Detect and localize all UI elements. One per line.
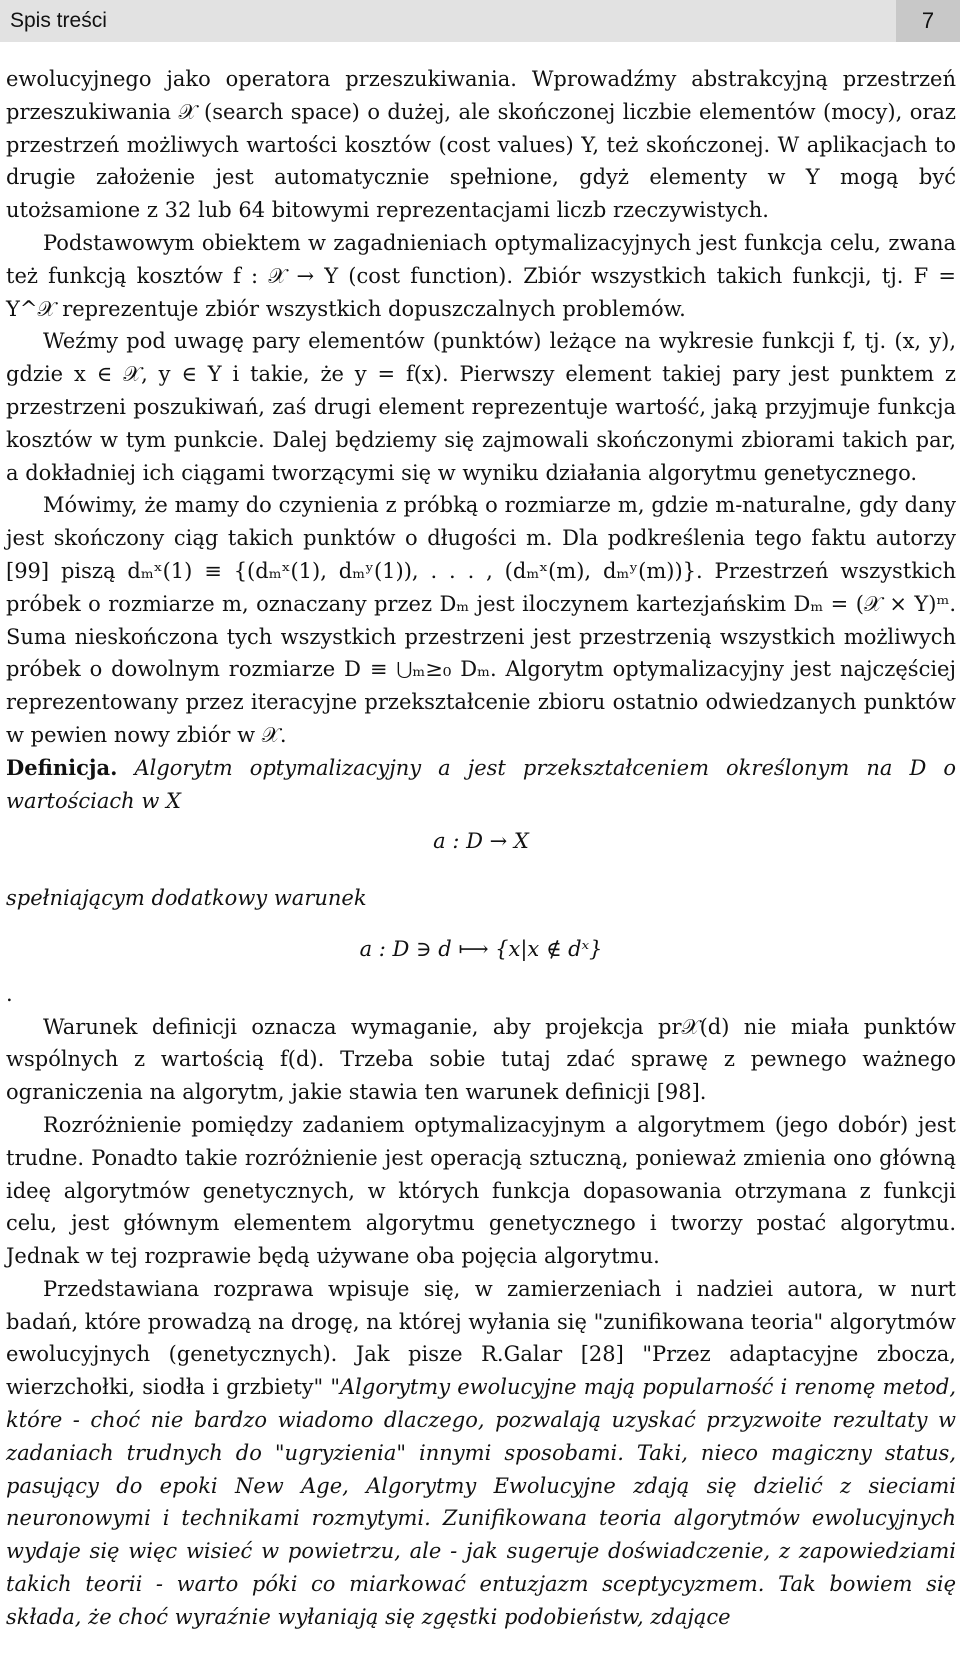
page-content — [6, 63, 956, 1634]
definition — [6, 752, 956, 818]
paragraph-5: Warunek definicji oznacza wymaganie, aby projekcja pr𝒳(d) nie miała punktów wspólnych z wartością f(d). Trzeba sobie tutaj zdać sprawę z pewnego ważnego ograniczenia na algorytm, jakie stawia ten warunek definicji [98]. — [6, 1014, 956, 1105]
paragraph-7-italic: "Algorytmy ewolucyjne mają popularność i renomę metod, które - choć nie bardzo wiadomo dlaczego, pozwalają uzyskać przyzwoite rezultaty w zadaniach trudnych do "ugryzienia" innymi sposobami. Taki, nieco magiczny status, pasujący do epoki New Age, Algorytmy Ewolucyjne zdają się dzielić z sieciami neuronowymi i technikami rozmytymi. Zunifikowana teoria algorytmów ewolucyjnych wydaje się więc wisieć w powietrzu, ale - jak sugeruje doświadczenie, z zapowiedziami takich teorii - warto póki co miarkować entuzjazm sceptycyzmem. Tak bowiem się składa, że choć wyraźnie wyłaniają się zgęstki podobieństw, zdające — [6, 1375, 957, 1629]
paragraph-7 — [6, 1273, 956, 1634]
header-title: Spis treści — [10, 9, 107, 32]
definition-continuation: spełniającym dodatkowy warunek — [6, 886, 367, 911]
definition-title: Definicja. — [6, 754, 118, 780]
paragraph-3: Weźmy pod uwagę pary elementów (punktów) leżące na wykresie funkcji f, tj. (x, y), gdzie x ∈ 𝒳, y ∈ Y i takie, że y = f(x). Pierwszy element takiej pary jest punktem z przestrzeni poszukiwań, zaś drugi element reprezentuje wartość, jaką przyjmuje funkcja kosztów w tym punkcie. Dalej będziemy się zajmowali skończonymi zbiorami takich par, a dokładniej ich ciągami tworzącymi się w wyniku działania algorytmu genetycznego. — [6, 329, 956, 485]
paragraph-4: Mówimy, że mamy do czynienia z próbką o rozmiarze m, gdzie m-naturalne, gdy dany jest skończony ciąg takich punktów o długości m. Dla podkreślenia tego faktu autorzy [99] piszą dₘˣ(1) ≡ {(dₘˣ(1), dₘʸ(1)), . . . , (dₘˣ(m), dₘʸ(m))}. Przestrzeń wszystkich próbek o rozmiarze m, oznaczany przez Dₘ jest iloczynem kartezjańskim Dₘ = (𝒳 × Y)ᵐ. Suma nieskończona tych wszystkich przestrzeni jest przestrzenią wszystkich możliwych próbek o dowolnym rozmiarze D ≡ ⋃ₘ≥₀ Dₘ. Algorytm optymalizacyjny jest najczęściej reprezentowany przez iteracyjne przekształcenie zbioru ostatnio odwiedzanych punktów w pewien nowy zbiór w 𝒳. — [6, 493, 956, 747]
formula-2: a : D ∋ d ⟼ {x|x ∉ dˣ} — [359, 936, 603, 961]
page-number: 7 — [896, 0, 960, 42]
paragraph-7-start: Przedstawiana rozprawa wpisuje się, w zamierzeniach i nadziei autora, w nurt badań, które prowadzą na drogę, na której wyłania się "zunifikowana teoria" algorytmów ewolucyjnych (genetycznych). Jak pisze R.Galar [28] "Przez adaptacyjne zbocza, wierzchołki, siodła i grzbiety" — [6, 1276, 956, 1400]
paragraph-6: Rozróżnienie pomiędzy zadaniem optymalizacyjnym a algorytmem (jego dobór) jest trudne. Ponadto takie rozróżnienie jest operacją sztuczną, ponieważ zmienia ono główną ideę algorytmów genetycznych, w których funkcja dopasowania otrzymana z funkcji celu, jest głównym elementem algorytmu genetycznego i tworzy postać algorytmu. Jednak w tej rozprawie będą używane oba pojęcia algorytmu. — [6, 1112, 956, 1269]
formula-end: . — [6, 981, 13, 1006]
formula-1: a : D → X — [433, 829, 529, 854]
paragraph-1: ewolucyjnego jako operatora przeszukiwania. Wprowadźmy abstrakcyjną przestrzeń przeszukiwania 𝒳 (search space) o dużej, ale skończonej liczbie elementów (mocy), oraz przestrzeń możliwych wartości kosztów (cost values) Y, też skończonej. W aplikacjach to drugie założenie jest automatycznie spełnione, gdyż elementy w Y mogą być utożsamione z 32 lub 64 bitowymi reprezentacjami liczb rzeczywistych. — [6, 67, 956, 223]
definition-text: Algorytm optymalizacyjny a jest przekształceniem określonym na D o wartościach w X — [6, 755, 956, 813]
paragraph-2: Podstawowym obiektem w zagadnieniach optymalizacyjnych jest funkcja celu, zwana też funkcją kosztów f : 𝒳 → Y (cost function). Zbiór wszystkich takich funkcji, tj. F = Y^𝒳 reprezentuje zbiór wszystkich dopuszczalnych problemów. — [6, 230, 956, 321]
page-header — [0, 0, 960, 42]
